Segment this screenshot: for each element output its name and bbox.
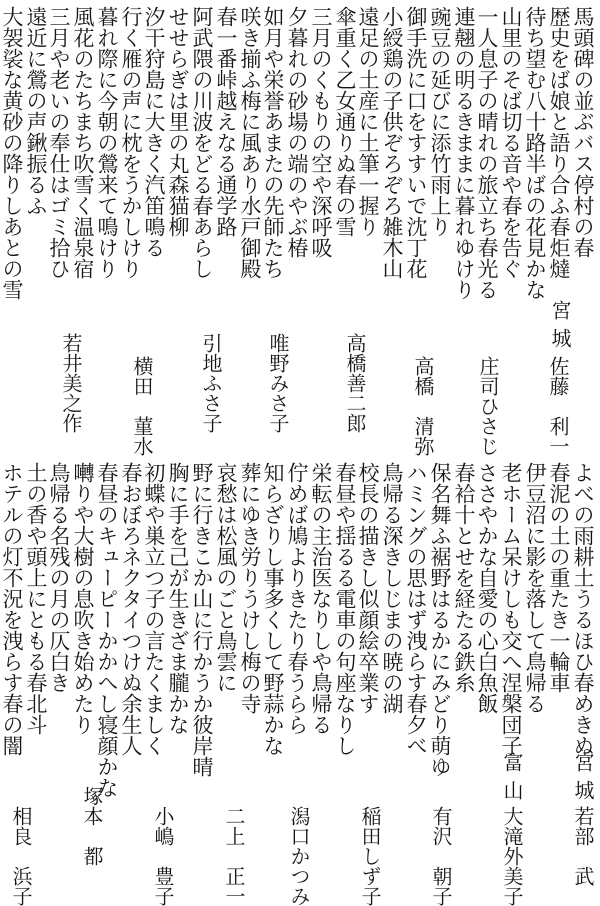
author-name: 有沢 朝子 [429,806,453,906]
haiku-line: せせらぎは里の丸森猫柳 [166,6,190,237]
haiku-line: 胸に手を己が生きざま朧かな [166,462,190,735]
haiku-line: 待ち望む八十路半ばの花見かな [523,6,547,300]
haiku-line: 老ホーム呆けしも交へ涅槃団子 [499,462,523,756]
haiku-line: よべの雨耕土うるほひ春めきぬ [571,462,595,756]
haiku-line: 佇めば鳩よりきたり春うらら [285,462,309,735]
haiku-line: 暮れ際に今朝の鶯来て鳴けり [95,6,119,279]
haiku-line: 栄転の主治医なりしや鳥帰る [309,462,333,735]
author-name: 庄司ひさじ [476,356,500,456]
haiku-line: 咲き揃ふ梅に風あり水戸御殿 [238,6,262,279]
haiku-line: 連翹の明るきままに暮れゆけり [452,6,476,300]
haiku-line: 校長の描きし似顔絵卒業す [356,462,380,714]
author-name: 若部 武 [571,806,595,886]
haiku-line: 哀愁は松風のごと鳥雲に [214,462,238,693]
author-name: 高橋 清弥 [411,356,435,456]
haiku-line: 鳥帰る深きしじまの暁の湖 [380,462,404,714]
author-name: 大滝外美子 [500,806,524,906]
haiku-line: 遠足の土産に土筆一握り [356,6,380,237]
haiku-line: 野に行きこか山に行かうか彼岸晴 [190,462,214,777]
haiku-line: 山里のそば切る音や春を告ぐ [499,6,523,279]
haiku-line: ささやかな自愛の心白魚飯 [475,462,499,714]
haiku-line: 春袷十とせを経たる鉄糸 [452,462,476,693]
haiku-line: 小綬鶏の子供ぞろぞろ雑木山 [380,6,404,279]
haiku-line: 如月や栄誉あまたの先師たち [261,6,285,279]
author-name: 高橋善二郎 [343,333,367,433]
haiku-line: 囀りや大樹の息吹き始めたり [71,462,95,735]
author-location: 宮城 [571,752,595,808]
haiku-line: 春泥の土の重たき一輪車 [547,462,571,693]
haiku-line: 三月や老いの奉仕はゴミ拾ひ [47,6,71,279]
haiku-line: ハミングの思はず洩らす春夕べ [404,462,428,756]
haiku-line: 鳥帰る名残の月の仄白き [47,462,71,693]
haiku-line: 知らざりし事多くして野蒜かな [261,462,285,756]
author-name: 相良 浜子 [9,806,33,906]
haiku-line: 馬頭碑の並ぶバス停村の春 [571,6,595,258]
haiku-line: 春一番峠越えなる通学路 [214,6,238,237]
author-name: 塚本 都 [80,786,104,866]
author-name: 稲田しず子 [358,806,382,906]
author-name: 唯野みさ子 [266,333,290,433]
haiku-line: 葬にゆき労りうけし梅の寺 [238,462,262,714]
haiku-line: 伊豆沼に影を落して鳥帰る [523,462,547,714]
author-name: 横田 菫水 [130,356,154,456]
author-name: 佐藤 利一 [546,356,570,456]
haiku-line: 保名舞ふ裾野はるかにみどり萌ゆ [428,462,452,777]
haiku-line: 一人息子の晴れの旅立ち春光る [475,6,499,300]
haiku-line: 春昼や揺るる電車の句座なりし [333,462,357,756]
author-name: 潟口かつみ [287,806,311,906]
haiku-line: 春おぼろネクタイつけぬ余生人 [119,462,143,756]
haiku-line: 汐干狩島に大きく汽笛鳴る [142,6,166,258]
haiku-line: 御手洗に口をすすいで沈丁花 [404,6,428,279]
author-name: 二上 正一 [222,806,246,906]
haiku-line: 豌豆の延びに添竹雨上り [428,6,452,237]
haiku-line: 阿武隈の川波をどる春あらし [190,6,214,279]
haiku-line: 行く雁の声に枕をうかしけり [119,6,143,279]
author-location: 宮城 [548,300,572,356]
haiku-line: 傘重く乙女通りぬ春の雪 [333,6,357,237]
haiku-line: 歴史をば娘と語り合ふ春炬燵 [547,6,571,279]
author-name: 小嶋 豊子 [151,806,175,906]
author-location: 富山 [500,752,524,808]
haiku-line: 夕暮れの砂場の端のやぶ椿 [285,6,309,258]
haiku-line: 初蝶や巣立つ子の言たくましく [142,462,166,756]
haiku-line: ホテルの灯不況を洩らす春の闇 [0,462,24,756]
haiku-line: 春昼のキューピーかかへし寝顔かな [95,462,119,798]
author-name: 若井美之作 [59,333,83,433]
author-name: 引地ふさ子 [199,333,223,433]
haiku-line: 風花のたちまち吹雪く温泉宿 [71,6,95,279]
haiku-line: 土の香や頭上にともる春北斗 [24,462,48,735]
haiku-line: 三月のくもりの空や深呼吸 [309,6,333,258]
haiku-line: 大袈裟な黄砂の降りしあとの雪 [0,6,24,300]
haiku-line: 遠近に鶯の声鍬振るふ [24,6,48,216]
